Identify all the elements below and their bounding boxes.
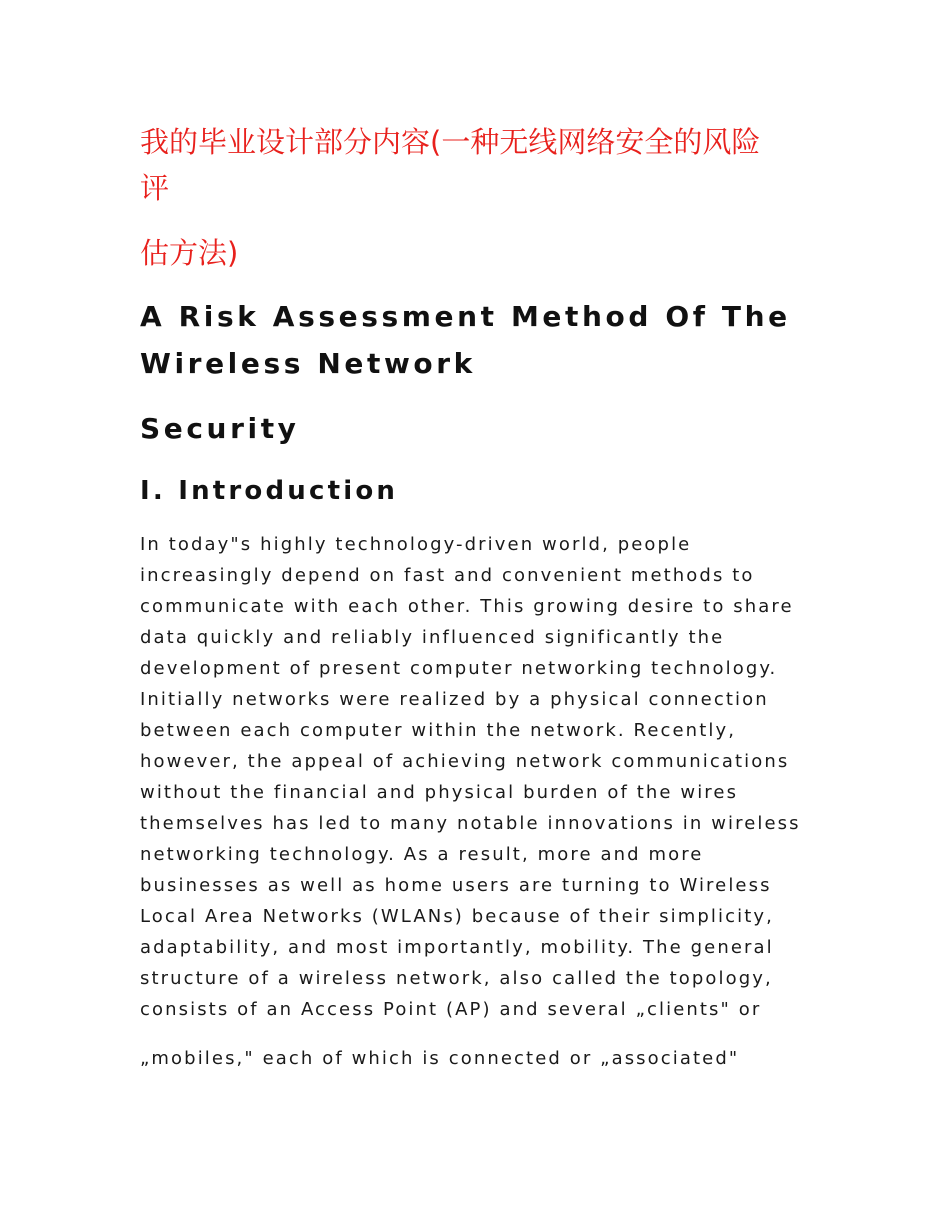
paragraph-line: between each computer within the network. Recently, bbox=[140, 720, 737, 741]
paragraph-line: networking technology. As a result, more and more bbox=[140, 844, 704, 865]
chinese-title-line-1: 我的毕业设计部分内容(一种无线网络安全的风险 bbox=[140, 125, 761, 159]
paragraph-line: without the financial and physical burden of the wires bbox=[140, 782, 739, 803]
english-title-line-3: Security bbox=[140, 412, 300, 445]
paragraph-line: In today"s highly technology-driven world, people bbox=[140, 534, 692, 555]
paragraph-line: adaptability, and most importantly, mobility. The general bbox=[140, 937, 774, 958]
english-title-line-1: A Risk Assessment Method Of The bbox=[140, 300, 791, 333]
paragraph-line: businesses as well as home users are turning to Wireless bbox=[140, 875, 772, 896]
chinese-title-line-2: 评 bbox=[140, 171, 170, 205]
paragraph-line: development of present computer networking technology. bbox=[140, 658, 778, 679]
paragraph-line: data quickly and reliably influenced significantly the bbox=[140, 627, 725, 648]
continuation-line bbox=[140, 1043, 820, 1074]
paragraph-line: communicate with each other. This growing desire to share bbox=[140, 596, 794, 617]
paragraph-line: however, the appeal of achieving network communications bbox=[140, 751, 790, 772]
introduction-paragraph bbox=[140, 529, 820, 1025]
english-title-line-2: Wireless Network bbox=[140, 347, 476, 380]
paragraph-line: Local Area Networks (WLANs) because of their simplicity, bbox=[140, 906, 774, 927]
paragraph-line: Initially networks were realized by a physical connection bbox=[140, 689, 769, 710]
document-page bbox=[140, 0, 820, 1230]
paragraph-line: consists of an Access Point (AP) and several „clients" or bbox=[140, 999, 762, 1020]
paragraph-line: increasingly depend on fast and convenient methods to bbox=[140, 565, 755, 586]
paragraph-line: structure of a wireless network, also called the topology, bbox=[140, 968, 773, 989]
paragraph-line: „mobiles," each of which is connected or „associated" bbox=[140, 1048, 740, 1069]
paragraph-line: themselves has led to many notable innovations in wireless bbox=[140, 813, 801, 834]
chinese-title-line-3: 估方法) bbox=[140, 236, 239, 270]
section-heading-introduction: I. Introduction bbox=[140, 476, 399, 506]
